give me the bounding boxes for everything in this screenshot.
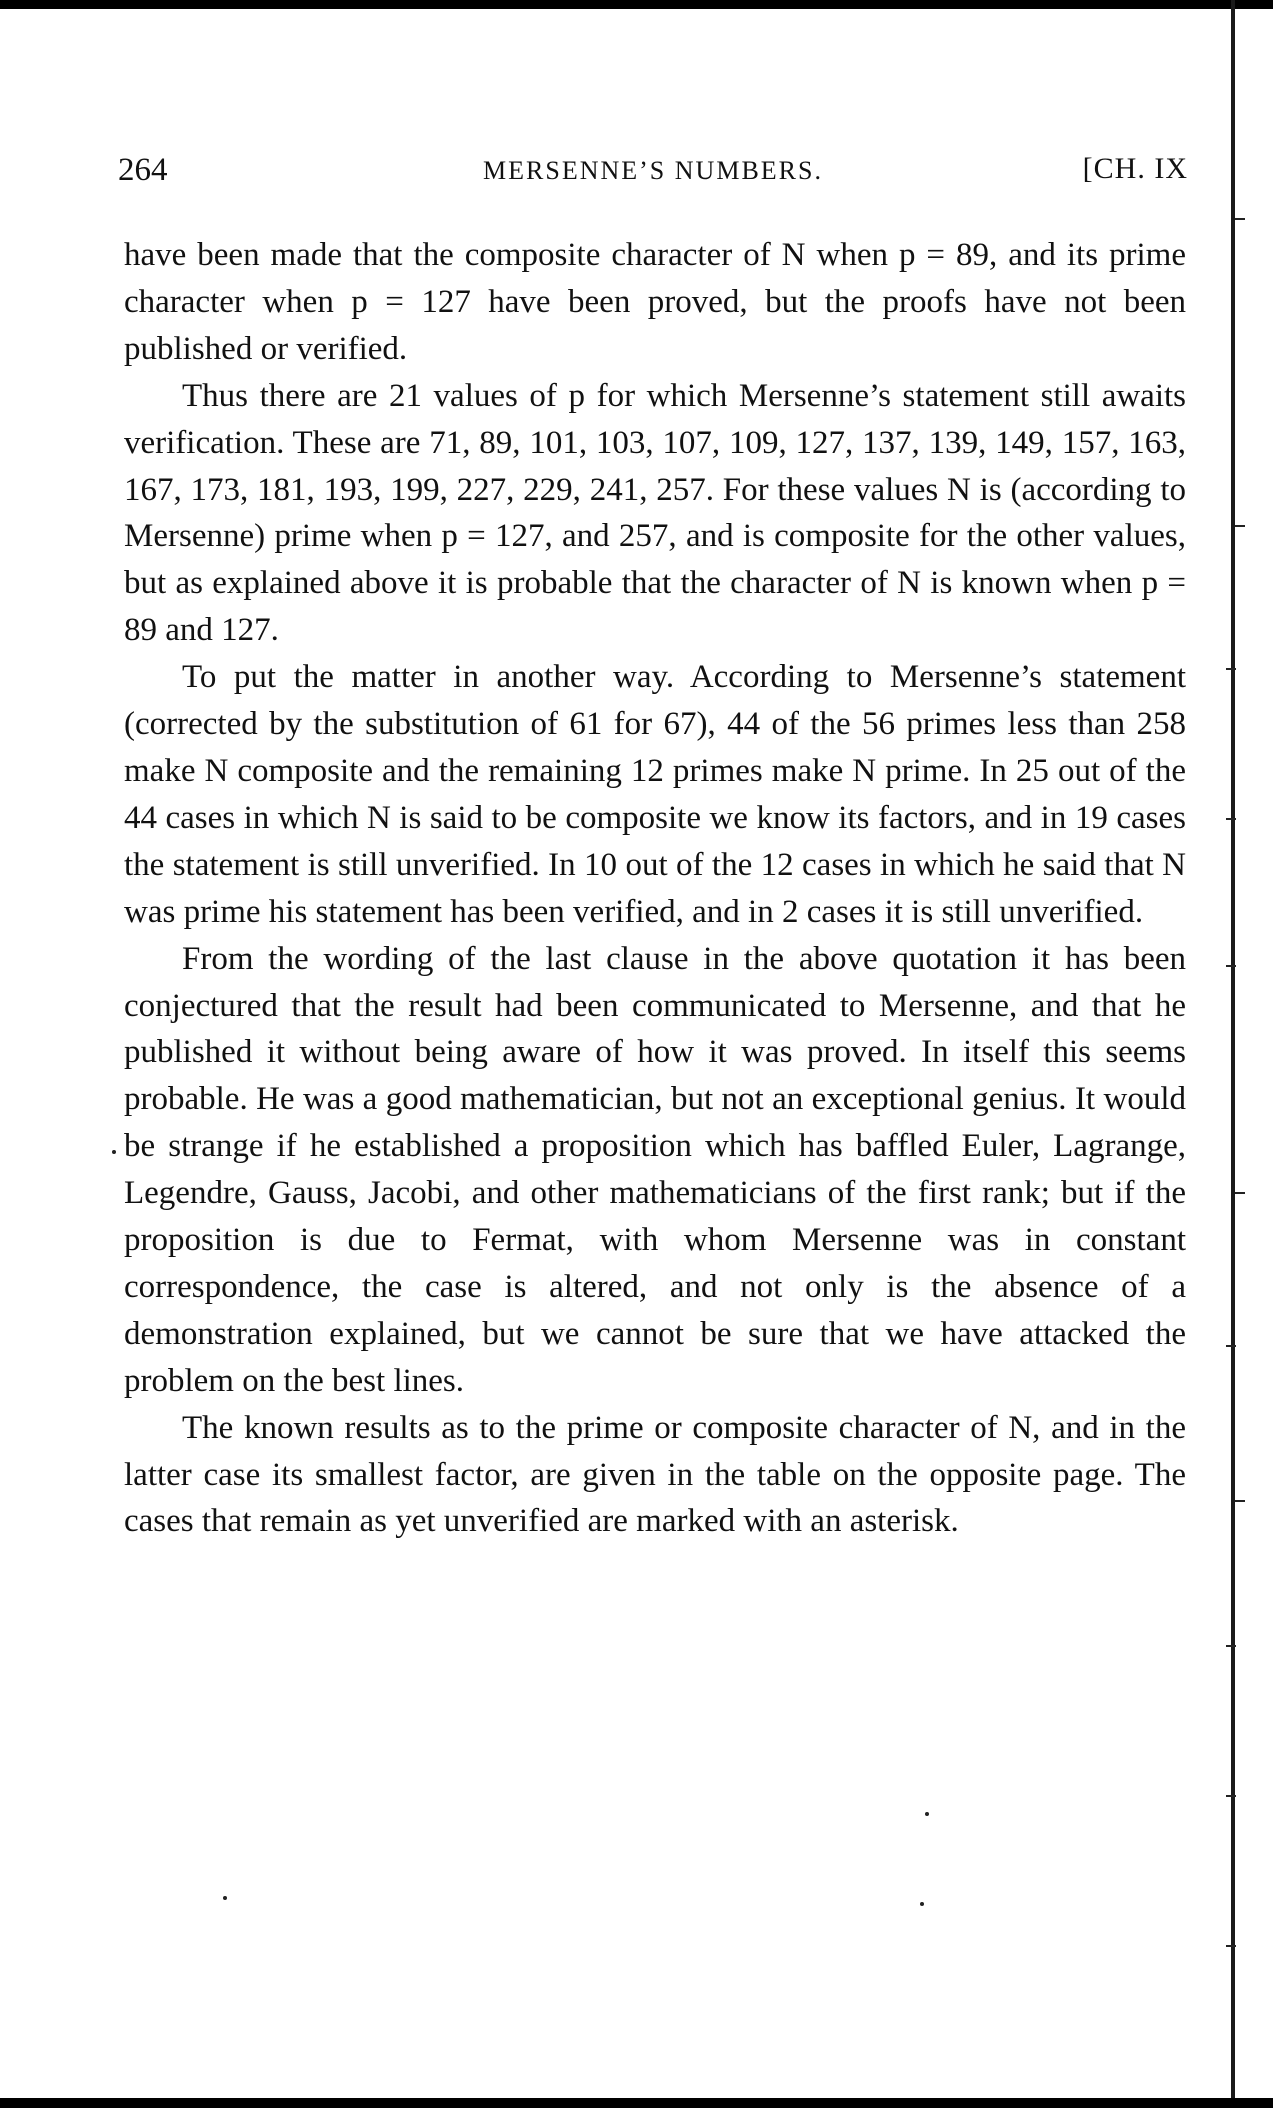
page-number: 264	[118, 152, 168, 188]
binding-mark	[1226, 1945, 1236, 1947]
paragraph-another-way: To put the matter in another way. According to Mersenne’s statement (corrected by the substitution of 61 for 67), 44 of the 56 primes less than 258 make N composite and the remaining 12 primes make N prime. In 25 out of the 44 cases in which N is said to be composite we know its factors, and in 19 cases the statement is still unverified. In 10 out of the 12 cases in which he said that N was prime his statement has been verified, and in 2 cases it is still unverified.	[124, 659, 1186, 930]
binding-mark	[1235, 1500, 1245, 1502]
binding-mark	[1226, 1345, 1236, 1347]
binding-mark	[1226, 965, 1236, 967]
stray-mark	[112, 1150, 116, 1154]
binding-mark	[1226, 668, 1236, 670]
stray-mark	[920, 1902, 924, 1906]
binding-mark	[1235, 525, 1245, 527]
binding-mark	[1226, 1645, 1236, 1647]
running-title: MERSENNE’S NUMBERS.	[483, 156, 823, 185]
stray-mark	[223, 1896, 227, 1900]
paragraph-known-results: The known results as to the prime or composite character of N, and in the latter case its smallest factor, are given in the table on the opposite page. The cases that remain as yet unverified are marked with an asterisk.	[124, 1409, 1186, 1540]
binding-mark	[1226, 1795, 1236, 1797]
bottom-edge-rule	[0, 2098, 1273, 2108]
page-header	[118, 152, 1188, 192]
binding-mark	[1235, 1192, 1245, 1194]
binding-mark	[1235, 218, 1245, 220]
paragraph-continued: have been made that the composite character of N when p = 89, and its prime character when p = 127 have been proved, but the proofs have not been published or verified.	[124, 237, 1186, 367]
binding-mark	[1226, 818, 1236, 820]
binding-edge	[1231, 0, 1235, 2108]
body-text	[124, 232, 1186, 1545]
stray-mark	[925, 1812, 929, 1816]
chapter-reference: [CH. IX	[1082, 152, 1188, 185]
top-edge-rule	[0, 0, 1273, 9]
paragraph-conjecture: From the wording of the last clause in the above quotation it has been conjectured that the result had been communicated to Mersenne, and that he published it without being aware of how it was proved. In itself this seems probable. He was a good mathematician, but not an exceptional genius. It would be strange if he established a proposition which has baffled Euler, Lagrange, Legendre, Gauss, Jacobi, and other mathematicians of the first rank; but if the proposition is due to Fermat, with whom Mersenne was in constant correspondence, the case is altered, and not only is the absence of a demonstration explained, but we cannot be sure that we have attacked the problem on the best lines.	[124, 940, 1186, 1399]
paragraph-unverified-values: Thus there are 21 values of p for which Mersenne’s statement still awaits verification. These are 71, 89, 101, 103, 107, 109, 127, 137, 139, 149, 157, 163, 167, 173, 181, 193, 199, 227, 229, 241, 257. For these values N is (according to Mersenne) prime when p = 127, and 257, and is composite for the other values, but as explained above it is probable that the character of N is known when p = 89 and 127.	[124, 377, 1186, 649]
